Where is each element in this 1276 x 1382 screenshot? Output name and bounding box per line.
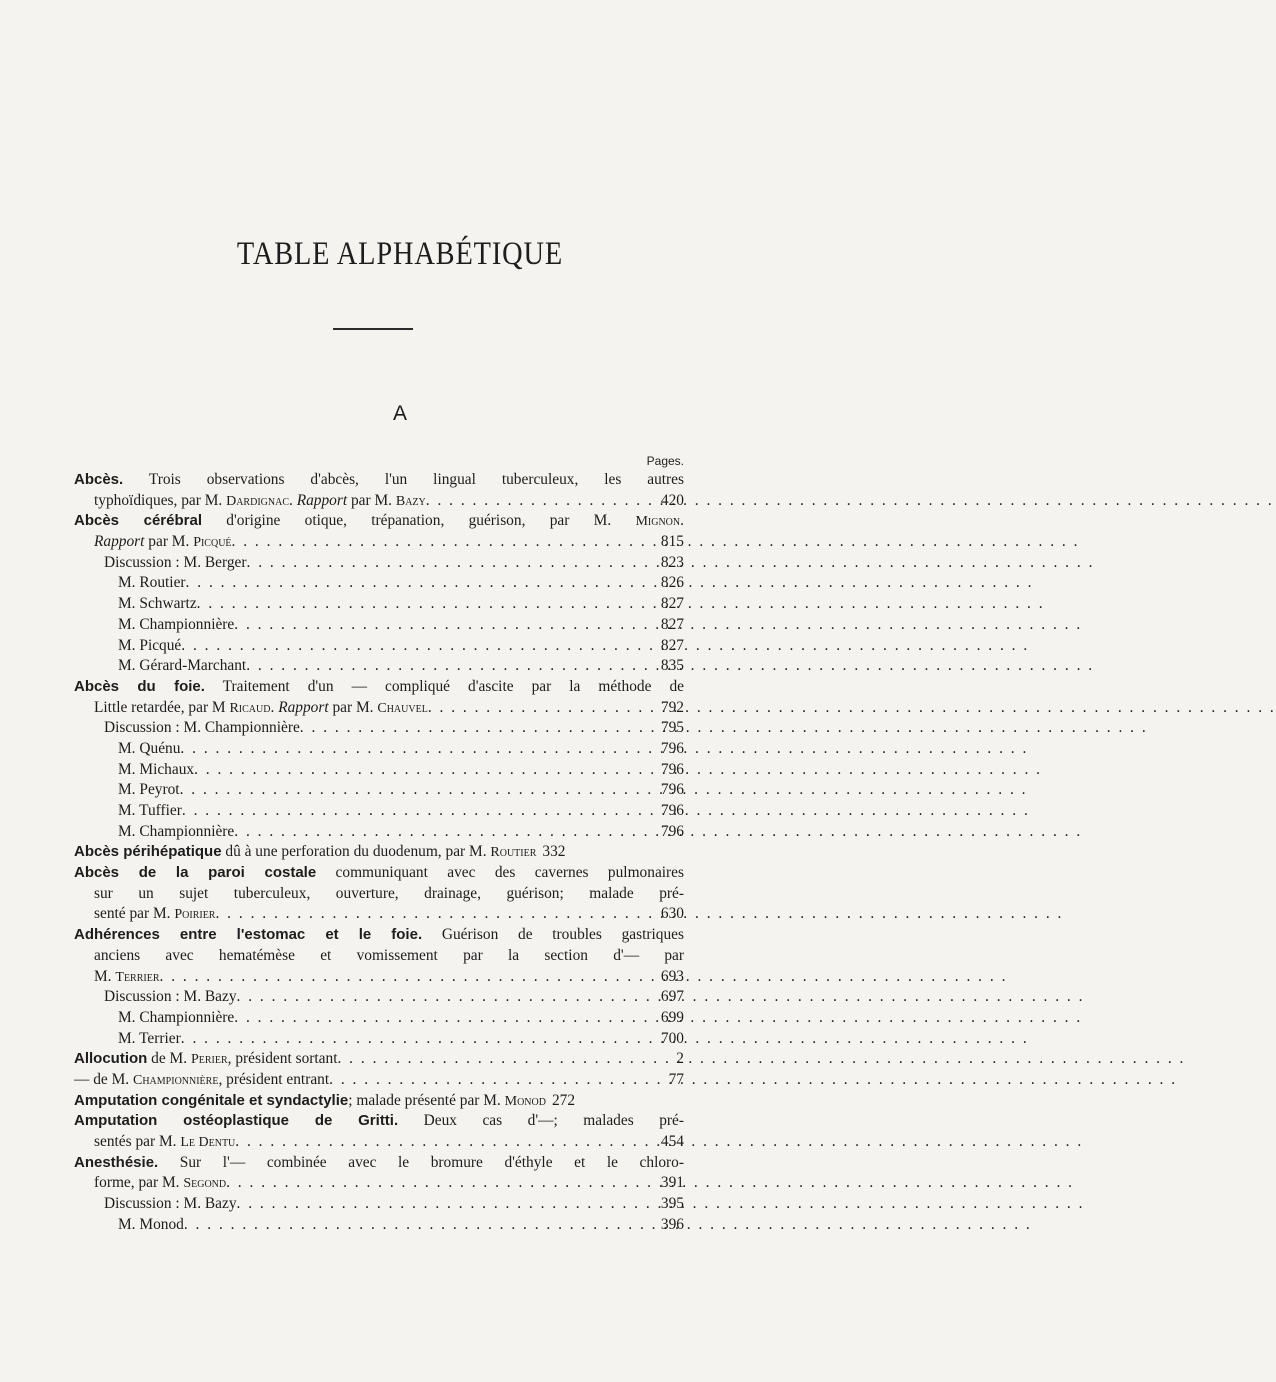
entry-fragment: Segond: [183, 1176, 227, 1192]
index-line: [74, 1049, 684, 1070]
entry-fragment: M. Schwartz: [118, 595, 197, 613]
entry-fragment: M. Monod: [118, 1215, 184, 1233]
entry-fragment: d'origine otique, trépanation, guérison, par M.: [202, 512, 636, 530]
entry-text: [118, 594, 197, 615]
entry-fragment: Picqué: [193, 535, 232, 551]
pages-column-header: Pages.: [646, 454, 684, 468]
dot-leader: [237, 1194, 655, 1215]
dot-leader: [428, 698, 655, 719]
section-letter: A: [392, 402, 407, 425]
entry-fragment: Discussion : M. Bazy: [104, 988, 237, 1006]
entry-fragment: Allocution: [74, 1050, 148, 1068]
entry-text: [118, 739, 180, 760]
dot-leader: [184, 1215, 655, 1236]
dot-leader: [247, 553, 655, 574]
entry-fragment: Discussion : M. Bazy: [104, 1195, 237, 1213]
entry-text: [118, 760, 194, 781]
dot-leader: [329, 1070, 656, 1091]
entry-fragment: M. Championnière: [118, 1008, 235, 1026]
entry-fragment: sentés par M.: [94, 1133, 181, 1150]
entry-fragment: M. Routier: [118, 574, 186, 592]
page-number: 699: [660, 1008, 684, 1026]
page-number: 796: [660, 760, 684, 778]
entry-text: [74, 863, 684, 884]
dot-leader: [181, 1029, 655, 1050]
entry-text: [118, 780, 180, 801]
entry-fragment: Traitement d'un — compliqué d'ascite par la méthode de: [204, 677, 684, 695]
dot-leader: [180, 739, 654, 760]
entry-fragment: Abcès de la paroi costale: [74, 864, 317, 882]
entry-text: [118, 822, 234, 843]
index-line: [74, 739, 684, 760]
entry-fragment: Bazy: [395, 493, 426, 509]
page-number: 823: [660, 553, 684, 571]
index-line: [74, 987, 684, 1008]
page-number: 395: [660, 1195, 684, 1213]
index-line: [74, 1194, 684, 1215]
entry-fragment: M. Championnière: [118, 615, 235, 633]
page-number: 826: [660, 574, 684, 592]
page-number: 827: [660, 615, 684, 633]
page-number: 396: [660, 1215, 684, 1233]
dot-leader: [215, 904, 654, 925]
entry-fragment: M. Championnière: [118, 822, 235, 840]
entry-fragment: Trois observations d'abcès, l'un lingual tuberculeux, les autres: [123, 471, 684, 488]
entry-text: [118, 1215, 184, 1236]
entry-fragment: Rapport: [278, 698, 329, 716]
entry-text: [118, 573, 186, 594]
entry-text: [74, 1153, 684, 1174]
entry-fragment: , président sortant: [227, 1050, 338, 1068]
index-line: [74, 1173, 684, 1194]
dot-leader: [235, 1132, 655, 1153]
entry-text: [104, 1194, 237, 1215]
entry-fragment: Perier: [190, 1052, 228, 1068]
entry-fragment: Discussion : M. Berger: [104, 553, 247, 571]
index-line: [74, 470, 684, 491]
index-line: [74, 511, 684, 532]
entry-fragment: Guérison de troubles gastriques: [422, 926, 685, 944]
entry-fragment: — de M.: [74, 1070, 133, 1088]
index-line: [74, 677, 684, 698]
entry-fragment: Abcès cérébral: [74, 512, 202, 530]
page-number: 835: [660, 657, 684, 675]
entry-fragment: Abcès du foie.: [74, 677, 205, 695]
page-number: 272: [551, 1091, 576, 1109]
page-number: 391: [660, 1174, 684, 1192]
index-line: [74, 780, 684, 801]
index-line: [74, 1215, 684, 1236]
entry-fragment: Ricaud: [229, 700, 271, 716]
entry-text: [104, 553, 247, 574]
entry-fragment: Terrier: [115, 969, 160, 985]
entry-fragment: Amputation ostéoplastique de Gritti.: [74, 1112, 399, 1130]
index-line: [74, 1070, 684, 1091]
entry-text: [94, 904, 215, 926]
dot-leader: [160, 967, 655, 988]
dot-leader: [182, 801, 655, 822]
entry-fragment: M. Michaux: [118, 760, 195, 778]
entry-fragment: Rapport: [94, 533, 145, 551]
dot-leader: [226, 1173, 655, 1194]
index-line: [74, 594, 684, 615]
page-number: 796: [660, 739, 684, 757]
entry-fragment: Poirier: [174, 907, 216, 923]
entry-text: [74, 842, 536, 864]
page-number: 796: [660, 802, 684, 819]
index-line: [74, 904, 684, 925]
entry-text: [94, 698, 428, 720]
index-line: [74, 636, 684, 657]
entry-fragment: ; malade présenté par M.: [348, 1091, 505, 1109]
dot-leader: [197, 594, 655, 615]
entry-text: [74, 511, 684, 533]
index-entries: [74, 470, 684, 1235]
entry-fragment: Mignon: [635, 514, 681, 530]
index-line: [74, 698, 684, 719]
entry-text: [74, 1070, 329, 1092]
entry-fragment: Rapport: [296, 491, 348, 509]
dot-leader: [337, 1049, 656, 1070]
title-rule: [333, 328, 413, 330]
page-number: 815: [660, 533, 684, 551]
index-line: [74, 573, 684, 594]
entry-text: [74, 677, 684, 698]
page-number: 332: [542, 843, 566, 861]
entry-fragment: typhoïdiques, par M.: [94, 491, 227, 509]
index-line: [74, 884, 684, 905]
entry-fragment: .: [288, 491, 297, 509]
entry-fragment: Deux cas d'—; malades pré-: [398, 1112, 684, 1130]
entry-fragment: par M.: [347, 491, 396, 509]
entry-fragment: Abcès.: [74, 471, 124, 488]
entry-fragment: M. Gérard-Marchant: [118, 657, 247, 675]
entry-text: [74, 1091, 546, 1113]
entry-text: [118, 1029, 181, 1050]
entry-fragment: Abcès périhépatique: [74, 843, 222, 861]
entry-text: [94, 1132, 235, 1154]
entry-text: [94, 1173, 226, 1195]
dot-leader: [234, 615, 655, 636]
entry-text: [118, 636, 181, 657]
index-line: [74, 553, 684, 574]
entry-fragment: par M.: [144, 533, 194, 551]
page-number: 795: [660, 719, 684, 737]
page-number: 796: [660, 781, 684, 799]
entry-fragment: Routier: [490, 845, 537, 861]
page-number: 697: [660, 988, 684, 1006]
entry-fragment: sur un sujet tuberculeux, ouverture, drainage, guérison; malade pré-: [94, 884, 684, 902]
dot-leader: [300, 718, 655, 739]
entry-fragment: M. Peyrot: [118, 781, 180, 799]
page-number: 454: [660, 1133, 684, 1150]
entry-text: [94, 967, 160, 989]
entry-text: [74, 1111, 684, 1132]
index-line: [74, 822, 684, 843]
index-line: [74, 491, 684, 512]
entry-fragment: Anesthésie.: [74, 1153, 159, 1171]
dot-leader: [186, 573, 655, 594]
index-line: [74, 1029, 684, 1050]
entry-text: [104, 987, 237, 1008]
entry-fragment: Discussion : M. Championnière: [104, 719, 300, 737]
entry-fragment: Sur l'— combinée avec le bromure d'éthyle et le chloro-: [158, 1153, 684, 1171]
entry-fragment: communiquant avec des cavernes pulmonaires: [316, 864, 685, 882]
entry-fragment: .: [680, 512, 684, 530]
index-line: [74, 532, 684, 553]
index-line: [74, 801, 684, 822]
index-line: [74, 615, 684, 636]
entry-fragment: anciens avec hematémèse et vomissement par la section d'— par: [94, 946, 684, 964]
dot-leader: [426, 491, 655, 512]
page-number: 77: [668, 1070, 684, 1088]
page-number: 2: [676, 1050, 684, 1068]
entry-fragment: Dardignac: [226, 493, 289, 509]
entry-fragment: Adhérences entre l'estomac et le foie.: [74, 926, 423, 944]
entry-fragment: M. Terrier: [118, 1029, 181, 1047]
entry-fragment: par M.: [328, 698, 378, 716]
index-line: [74, 1091, 684, 1112]
entry-text: [104, 718, 300, 739]
entry-fragment: senté par M.: [94, 905, 175, 923]
index-line: [74, 946, 684, 967]
index-line: [74, 718, 684, 739]
entry-fragment: Amputation congénitale et syndactylie: [74, 1091, 349, 1109]
index-line: [74, 842, 684, 863]
entry-fragment: M. Picqué: [118, 636, 182, 654]
entry-fragment: Championnière: [133, 1072, 219, 1088]
page-number: 420: [660, 491, 684, 509]
entry-fragment: dû à une perforation du duodenum, par M.: [221, 843, 491, 861]
dot-leader: [180, 780, 655, 801]
entry-text: [74, 1049, 337, 1071]
dot-leader: [232, 532, 655, 553]
dot-leader: [181, 636, 655, 657]
index-line: [74, 760, 684, 781]
page-number: 700: [660, 1029, 684, 1047]
entry-text: [118, 615, 234, 636]
page-number: 827: [660, 595, 684, 613]
entry-fragment: M.: [94, 967, 116, 985]
index-line: [74, 1111, 684, 1132]
entry-text: [94, 532, 232, 554]
index-line: [74, 1153, 684, 1174]
entry-text: [94, 946, 684, 967]
dot-leader: [246, 656, 655, 677]
entry-text: [94, 491, 426, 513]
entry-text: [118, 801, 182, 822]
entry-fragment: Little retardée, par M: [94, 698, 230, 716]
entry-fragment: , président entrant: [218, 1070, 330, 1088]
entry-fragment: M. Quénu: [118, 739, 181, 757]
entry-fragment: .: [270, 698, 279, 716]
dot-leader: [234, 1008, 655, 1029]
entry-text: [74, 470, 684, 491]
index-line: [74, 1132, 684, 1153]
page-number: 827: [660, 636, 684, 654]
page-number: 693: [660, 967, 684, 985]
entry-fragment: de M.: [147, 1050, 191, 1068]
index-line: [74, 1008, 684, 1029]
entry-fragment: M. Tuffier: [118, 802, 182, 819]
entry-text: [74, 925, 684, 946]
entry-fragment: forme, par M.: [94, 1174, 184, 1192]
entry-text: [118, 656, 246, 677]
entry-text: [94, 884, 684, 905]
index-line: [74, 863, 684, 884]
page-number: 792: [660, 698, 684, 716]
page-title: TABLE ALPHABÉTIQUE: [236, 236, 564, 272]
dot-leader: [237, 987, 655, 1008]
page-number: 630: [660, 905, 684, 923]
entry-text: [118, 1008, 234, 1029]
index-line: [74, 656, 684, 677]
entry-fragment: Monod: [504, 1093, 546, 1109]
index-line: [74, 967, 684, 988]
index-line: [74, 925, 684, 946]
dot-leader: [194, 760, 655, 781]
entry-fragment: Chauvel: [377, 700, 428, 716]
entry-fragment: Le Dentu: [180, 1135, 236, 1150]
page-number: 796: [660, 822, 684, 840]
dot-leader: [234, 822, 655, 843]
